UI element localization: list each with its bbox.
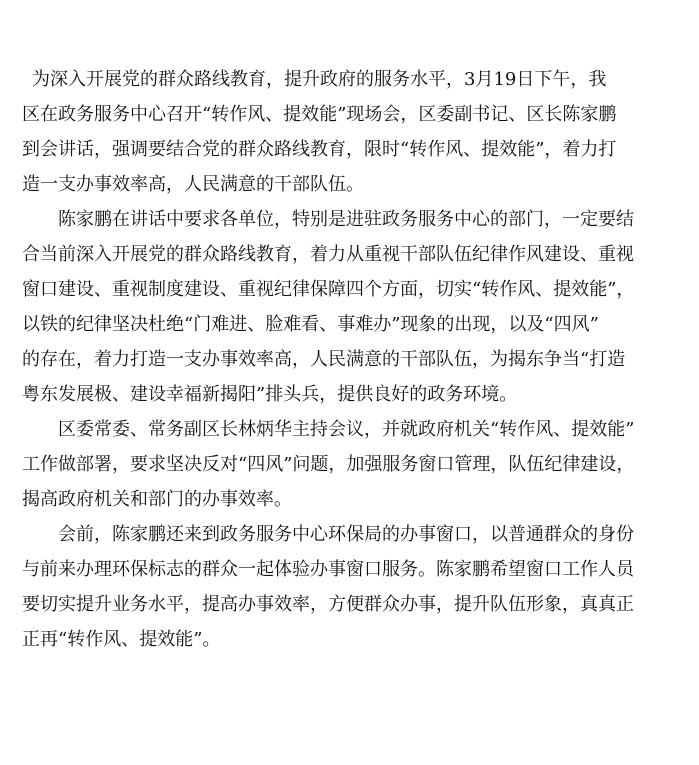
document-body: [22, 62, 672, 657]
text-line: 的存在，着力打造一支办事效率高，人民满意的干部队伍，为揭东争当“打造: [22, 349, 626, 370]
text-line: 区委常委、常务副区长林炳华主持会议，并就政府机关“转作风、提效能”: [58, 419, 635, 440]
text-line: 粤东发展极、建设幸福新揭阳”排头兵，提供良好的政务环境。: [22, 384, 518, 405]
text-line: 区在政务服务中心召开“转作风、提效能”现场会，区委副书记、区长陈家鹏: [22, 104, 617, 125]
text-line: 会前，陈家鹏还来到政务服务中心环保局的办事窗口，以普通群众的身份: [58, 524, 634, 545]
paragraph-2: [22, 202, 672, 412]
text-line: 陈家鹏在讲话中要求各单位，特别是进驻政务服务中心的部门，一定要结: [58, 209, 634, 230]
text-line: 正再“转作风、提效能”。: [22, 629, 221, 650]
text-line: 合当前深入开展党的群众路线教育，着力从重视干部队伍纪律作风建设、重视: [22, 244, 634, 265]
text-line: 以铁的纪律坚决杜绝“门难进、脸难看、事难办”现象的出现，以及“四风”: [22, 314, 599, 335]
text-line: 窗口建设、重视制度建设、重视纪律保障四个方面，切实“转作风、提效能”，: [22, 279, 635, 300]
text-line: 揭高政府机关和部门的办事效率。: [22, 489, 292, 510]
text-line: 造一支办事效率高，人民满意的干部队伍。: [22, 174, 364, 195]
text-line: 工作做部署，要求坚决反对“四风”问题，加强服务窗口管理，队伍纪律建设，: [22, 454, 635, 475]
paragraph-4: [22, 517, 672, 657]
text-line: 为深入开展党的群众路线教育，提升政府的服务水平，3月19日下午，我: [32, 69, 607, 90]
text-line: 要切实提升业务水平，提高办事效率，方便群众办事，提升队伍形象，真真正: [22, 594, 634, 615]
text-line: 到会讲话，强调要结合党的群众路线教育，限时“转作风、提效能”，着力打: [22, 139, 617, 160]
text-line: 与前来办理环保标志的群众一起体验办事窗口服务。陈家鹏希望窗口工作人员: [22, 559, 634, 580]
paragraph-3: [22, 412, 672, 517]
paragraph-1: [22, 62, 672, 202]
